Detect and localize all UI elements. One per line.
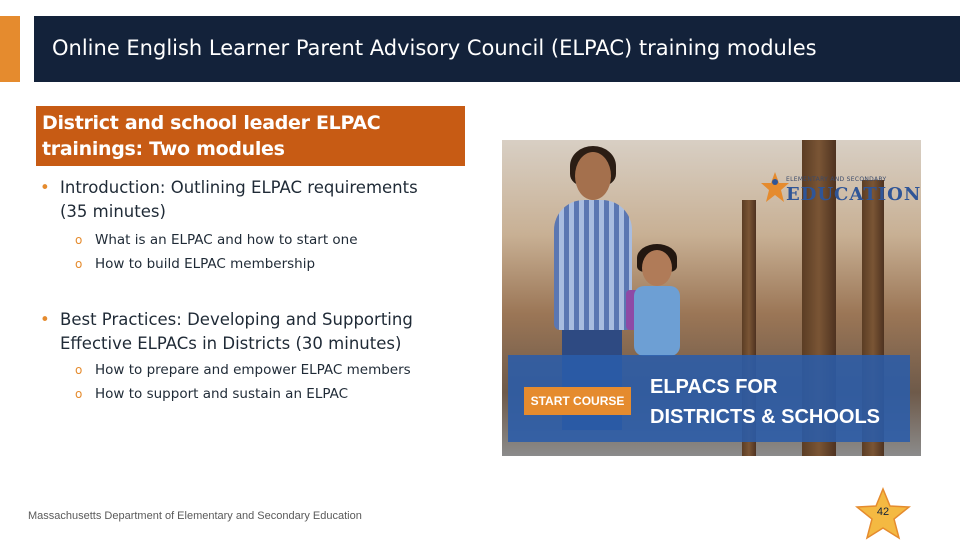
- logo-subtitle: ELEMENTARY AND SECONDARY: [786, 176, 887, 183]
- module-title-line1: Introduction: Outlining ELPAC requirements: [60, 178, 418, 197]
- child-body: [634, 286, 680, 356]
- accent-bar: [0, 16, 20, 82]
- module-title-line1: Best Practices: Developing and Supporting: [60, 310, 413, 329]
- module-subitem: [75, 382, 349, 406]
- subitem-label: How to prepare and empower ELPAC members: [95, 362, 411, 378]
- page-number: 42: [876, 506, 890, 518]
- bullet-icon: •: [40, 310, 50, 329]
- slide-title: Online English Learner Parent Advisory Council (ELPAC) training modules: [52, 36, 817, 60]
- course-image[interactable]: [502, 140, 921, 456]
- overlay-title-line1: ELPACS FOR: [650, 376, 778, 398]
- circle-bullet-icon: o: [75, 233, 83, 247]
- module-subitem: [75, 252, 316, 276]
- subitem-label: How to build ELPAC membership: [95, 256, 316, 272]
- logo-title: EDUCATION: [786, 184, 921, 205]
- subitem-label: How to support and sustain an ELPAC: [95, 386, 349, 402]
- overlay-title-line2: DISTRICTS & SCHOOLS: [650, 406, 881, 428]
- module-subitem: [75, 358, 411, 382]
- circle-bullet-icon: o: [75, 387, 83, 401]
- mother-head: [575, 152, 611, 200]
- module-title-line2: (35 minutes): [60, 202, 166, 221]
- section-title: [42, 110, 462, 162]
- child-head: [642, 250, 672, 286]
- bullet-icon: •: [40, 178, 50, 197]
- module-title-line2: Effective ELPACs in Districts (30 minutes): [60, 334, 402, 353]
- circle-bullet-icon: o: [75, 257, 83, 271]
- start-course-button[interactable]: START COURSE: [524, 387, 631, 415]
- module-subitem: [75, 228, 358, 252]
- circle-bullet-icon: o: [75, 363, 83, 377]
- section-title-line1: District and school leader ELPAC: [42, 112, 381, 134]
- course-overlay-title: [650, 372, 880, 432]
- dese-logo: [760, 170, 921, 220]
- module-item: [40, 176, 418, 224]
- footer-organization: Massachusetts Department of Elementary and Secondary Education: [28, 510, 362, 522]
- section-title-line2: trainings: Two modules: [42, 138, 285, 160]
- mother-body: [554, 200, 632, 330]
- module-item: [40, 308, 413, 356]
- subitem-label: What is an ELPAC and how to start one: [95, 232, 358, 248]
